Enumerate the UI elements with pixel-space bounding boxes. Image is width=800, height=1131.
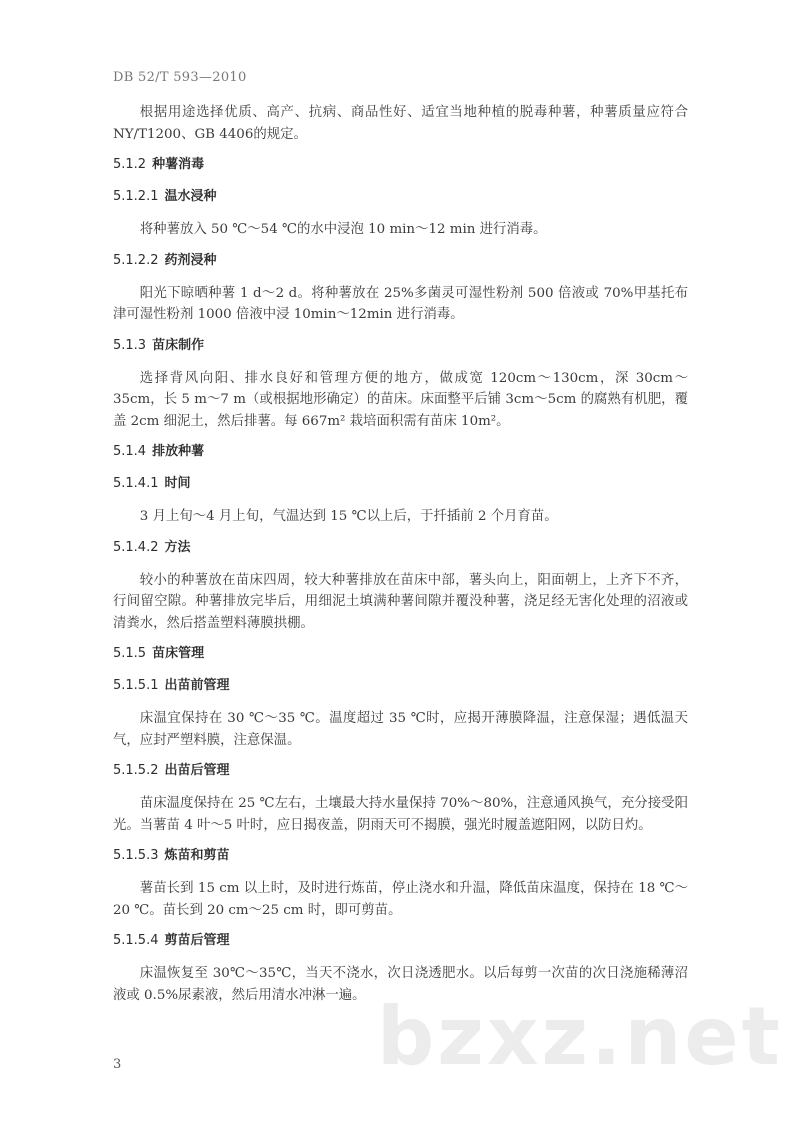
paragraph: 苗床温度保持在 25 ℃左右，土壤最大持水量保持 70%～80%，注意通风换气，充分接受阳光。当薯苗 4 叶～5 叶时，应日揭夜盖，阴雨天可不揭膜，强光时履盖遮阳网，以防日灼。 [113,796,688,833]
section-heading [113,761,688,781]
section-number: 5.1.3 [113,337,147,353]
paragraph: 根据用途选择优质、高产、抗病、商品性好、适宜当地种植的脱毒种薯，种薯质量应符合NY/T1200、GB 4406的规定。 [113,105,688,142]
section-heading [113,676,688,696]
section-heading [113,846,688,866]
section-number: 5.1.5.1 [113,678,159,693]
watermark: bzxz.net [377,990,783,1083]
section-number: 5.1.4 [113,444,147,459]
paragraph: 床温恢复至 30℃～35℃，当天不浇水，次日浇透肥水。以后每剪一次苗的次日浇施稀薄沼液或 0.5%尿素液，然后用清水冲淋一遍。 [113,966,688,1003]
section-title: 出苗后管理 [164,763,230,778]
section-number: 5.1.2.1 [113,189,159,204]
section-title: 排放种薯 [152,444,205,459]
section-heading [113,644,688,664]
section-title: 种薯消毒 [152,157,205,172]
section-heading [113,155,688,175]
paragraph: 3 月上旬～4 月上旬，气温达到 15 ℃以上后，于扦插前 2 个月育苗。 [139,509,558,524]
section-number: 5.1.4.2 [113,539,159,555]
paragraph: 较小的种薯放在苗床四周，较大种薯排放在苗床中部，薯头向上，阳面朝上，上齐下不齐，行间留空隙。种薯排放完毕后，用细泥土填满种薯间隙并覆没种薯，浇足经无害化处理的沼液或清粪水，然后搭盖塑料薄膜拱棚。 [113,572,688,631]
section-heading [113,538,688,558]
section-title: 苗床管理 [152,646,205,661]
section-number: 5.1.4.1 [113,476,159,491]
paragraph: 阳光下晾晒种薯 1 d～2 d。将种薯放在 25%多菌灵可湿性粉剂 500 倍液或 70%甲基托布津可湿性粉剂 1000 倍液中浸 10min～12min 进行消毒。 [113,285,688,322]
section-heading [113,442,688,462]
section-heading [113,474,688,494]
section-heading [113,931,688,951]
paragraph: 薯苗长到 15 cm 以上时，及时进行炼苗，停止浇水和升温，降低苗床温度，保持在 18 ℃～20 ℃。苗长到 20 cm～25 cm 时，即可剪苗。 [113,881,688,918]
section-title: 剪苗后管理 [164,933,230,948]
paragraph: 选择背风向阳、排水良好和管理方便的地方，做成宽 120cm～130cm，深 30cm～35cm，长 5 m～7 m（或根据地形确定）的苗床。床面整平后铺 3cm～5cm 的腐熟有机肥，覆盖 2cm 细泥土，然后排薯。每 667m² 栽培面积需有苗床 10m²。 [113,370,688,429]
section-number: 5.1.5.3 [113,848,159,863]
section-title: 时间 [164,476,191,491]
section-title: 炼苗和剪苗 [164,848,230,863]
document-body [113,102,688,1016]
paragraph: 床温宜保持在 30 ℃～35 ℃。温度超过 35 ℃时，应揭开薄膜降温，注意保湿；遇低温天气，应封严塑料膜，注意保温。 [113,711,688,748]
section-number: 5.1.2.2 [113,252,159,268]
standard-header: DB 52/T 593—2010 [113,70,247,85]
section-number: 5.1.5.2 [113,763,159,778]
section-heading [113,251,688,271]
section-heading [113,336,688,356]
paragraph: 将种薯放入 50 ℃～54 ℃的水中浸泡 10 min～12 min 进行消毒。 [139,222,547,237]
section-number: 5.1.5.4 [113,933,159,948]
section-title: 出苗前管理 [164,678,230,693]
section-title: 药剂浸种 [164,252,217,268]
page-number: 3 [113,1057,122,1072]
section-title: 温水浸种 [164,189,217,204]
section-title: 方法 [164,539,191,555]
section-title: 苗床制作 [152,337,205,353]
section-number: 5.1.5 [113,646,147,661]
section-heading [113,187,688,207]
section-number: 5.1.2 [113,157,147,172]
